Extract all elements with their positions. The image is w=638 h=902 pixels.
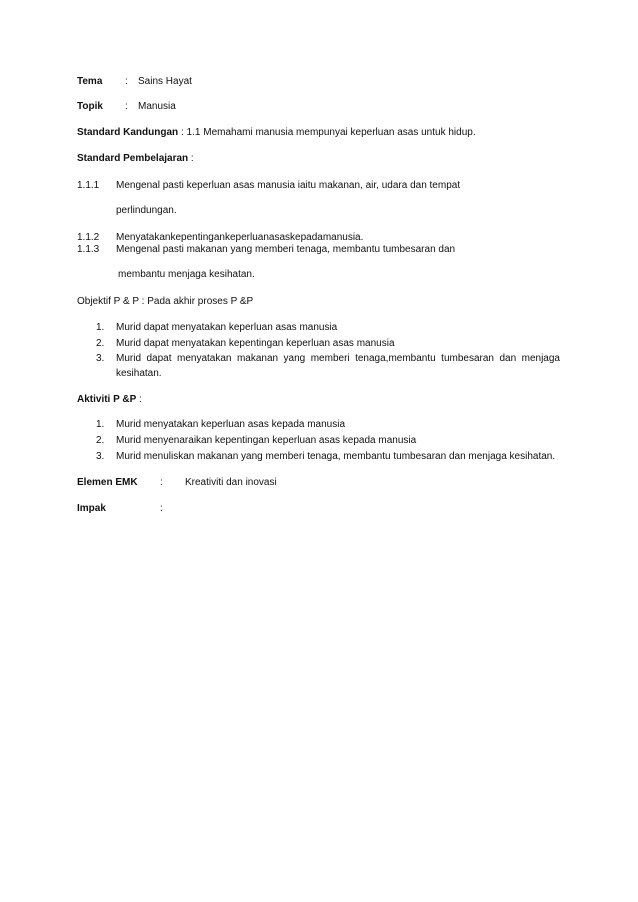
standard-number: 1.1.1 bbox=[77, 180, 100, 191]
objektif-item-text: Murid dapat menyatakan kepentingan keperluan asas manusia bbox=[116, 338, 395, 349]
elemen-emk-value: Kreativiti dan inovasi bbox=[185, 477, 277, 488]
objektif-item-text: Murid dapat menyatakan makanan yang memberi tenaga,membantu tumbesaran dan menjaga bbox=[116, 353, 560, 364]
aktiviti-item-number: 3. bbox=[96, 451, 105, 462]
impak-separator: : bbox=[160, 503, 163, 514]
aktiviti-heading bbox=[77, 394, 142, 406]
tema-value: Sains Hayat bbox=[138, 76, 192, 87]
objektif-item-number: 2. bbox=[96, 338, 105, 349]
objektif-item-number: 1. bbox=[96, 322, 105, 333]
topik-separator: : bbox=[125, 101, 128, 112]
topik-label: Topik bbox=[77, 101, 103, 112]
aktiviti-separator: : bbox=[136, 394, 142, 405]
standard-text-continued: membantu menjaga kesihatan. bbox=[118, 269, 255, 280]
aktiviti-label: Aktiviti P &P bbox=[77, 394, 137, 405]
aktiviti-item-number: 2. bbox=[96, 435, 105, 446]
aktiviti-item-text: Murid menyenaraikan kepentingan keperluan asas kepada manusia bbox=[116, 435, 417, 446]
aktiviti-item-number: 1. bbox=[96, 419, 105, 430]
aktiviti-item-text: Murid menyatakan keperluan asas kepada manusia bbox=[116, 419, 346, 430]
standard-text-continued: perlindungan. bbox=[116, 205, 177, 216]
tema-separator: : bbox=[125, 76, 128, 87]
standard-text: Mengenal pasti makanan yang memberi tenaga, membantu tumbesaran dan bbox=[116, 244, 456, 255]
objektif-item-text: Murid dapat menyatakan keperluan asas manusia bbox=[116, 322, 338, 333]
standard-kandungan-value: : 1.1 Memahami manusia mempunyai keperluan asas untuk hidup. bbox=[181, 127, 476, 138]
objektif-heading: Objektif P & P : Pada akhir proses P &P bbox=[77, 296, 254, 307]
standard-text: Mengenal pasti keperluan asas manusia iaitu makanan, air, udara dan tempat bbox=[116, 180, 461, 191]
elemen-emk-label: Elemen EMK bbox=[77, 477, 138, 488]
standard-number: 1.1.3 bbox=[77, 244, 100, 255]
impak-label: Impak bbox=[77, 503, 106, 514]
standard-text: Menyatakankepentingankeperluanasaskepadamanusia. bbox=[116, 232, 364, 243]
objektif-item-text-continued: kesihatan. bbox=[116, 368, 162, 379]
standard-pembelajaran-separator: : bbox=[188, 153, 194, 164]
tema-label: Tema bbox=[77, 76, 103, 87]
standard-pembelajaran-label: Standard Pembelajaran bbox=[77, 153, 189, 164]
standard-pembelajaran-heading bbox=[77, 153, 194, 165]
objektif-item-number: 3. bbox=[96, 353, 105, 364]
standard-kandungan-label: Standard Kandungan bbox=[77, 127, 179, 138]
aktiviti-item-text: Murid menuliskan makanan yang memberi tenaga, membantu tumbesaran dan menjaga kesihatan. bbox=[116, 451, 556, 462]
topik-value: Manusia bbox=[138, 101, 176, 112]
standard-number: 1.1.2 bbox=[77, 232, 100, 243]
elemen-emk-separator: : bbox=[160, 477, 163, 488]
